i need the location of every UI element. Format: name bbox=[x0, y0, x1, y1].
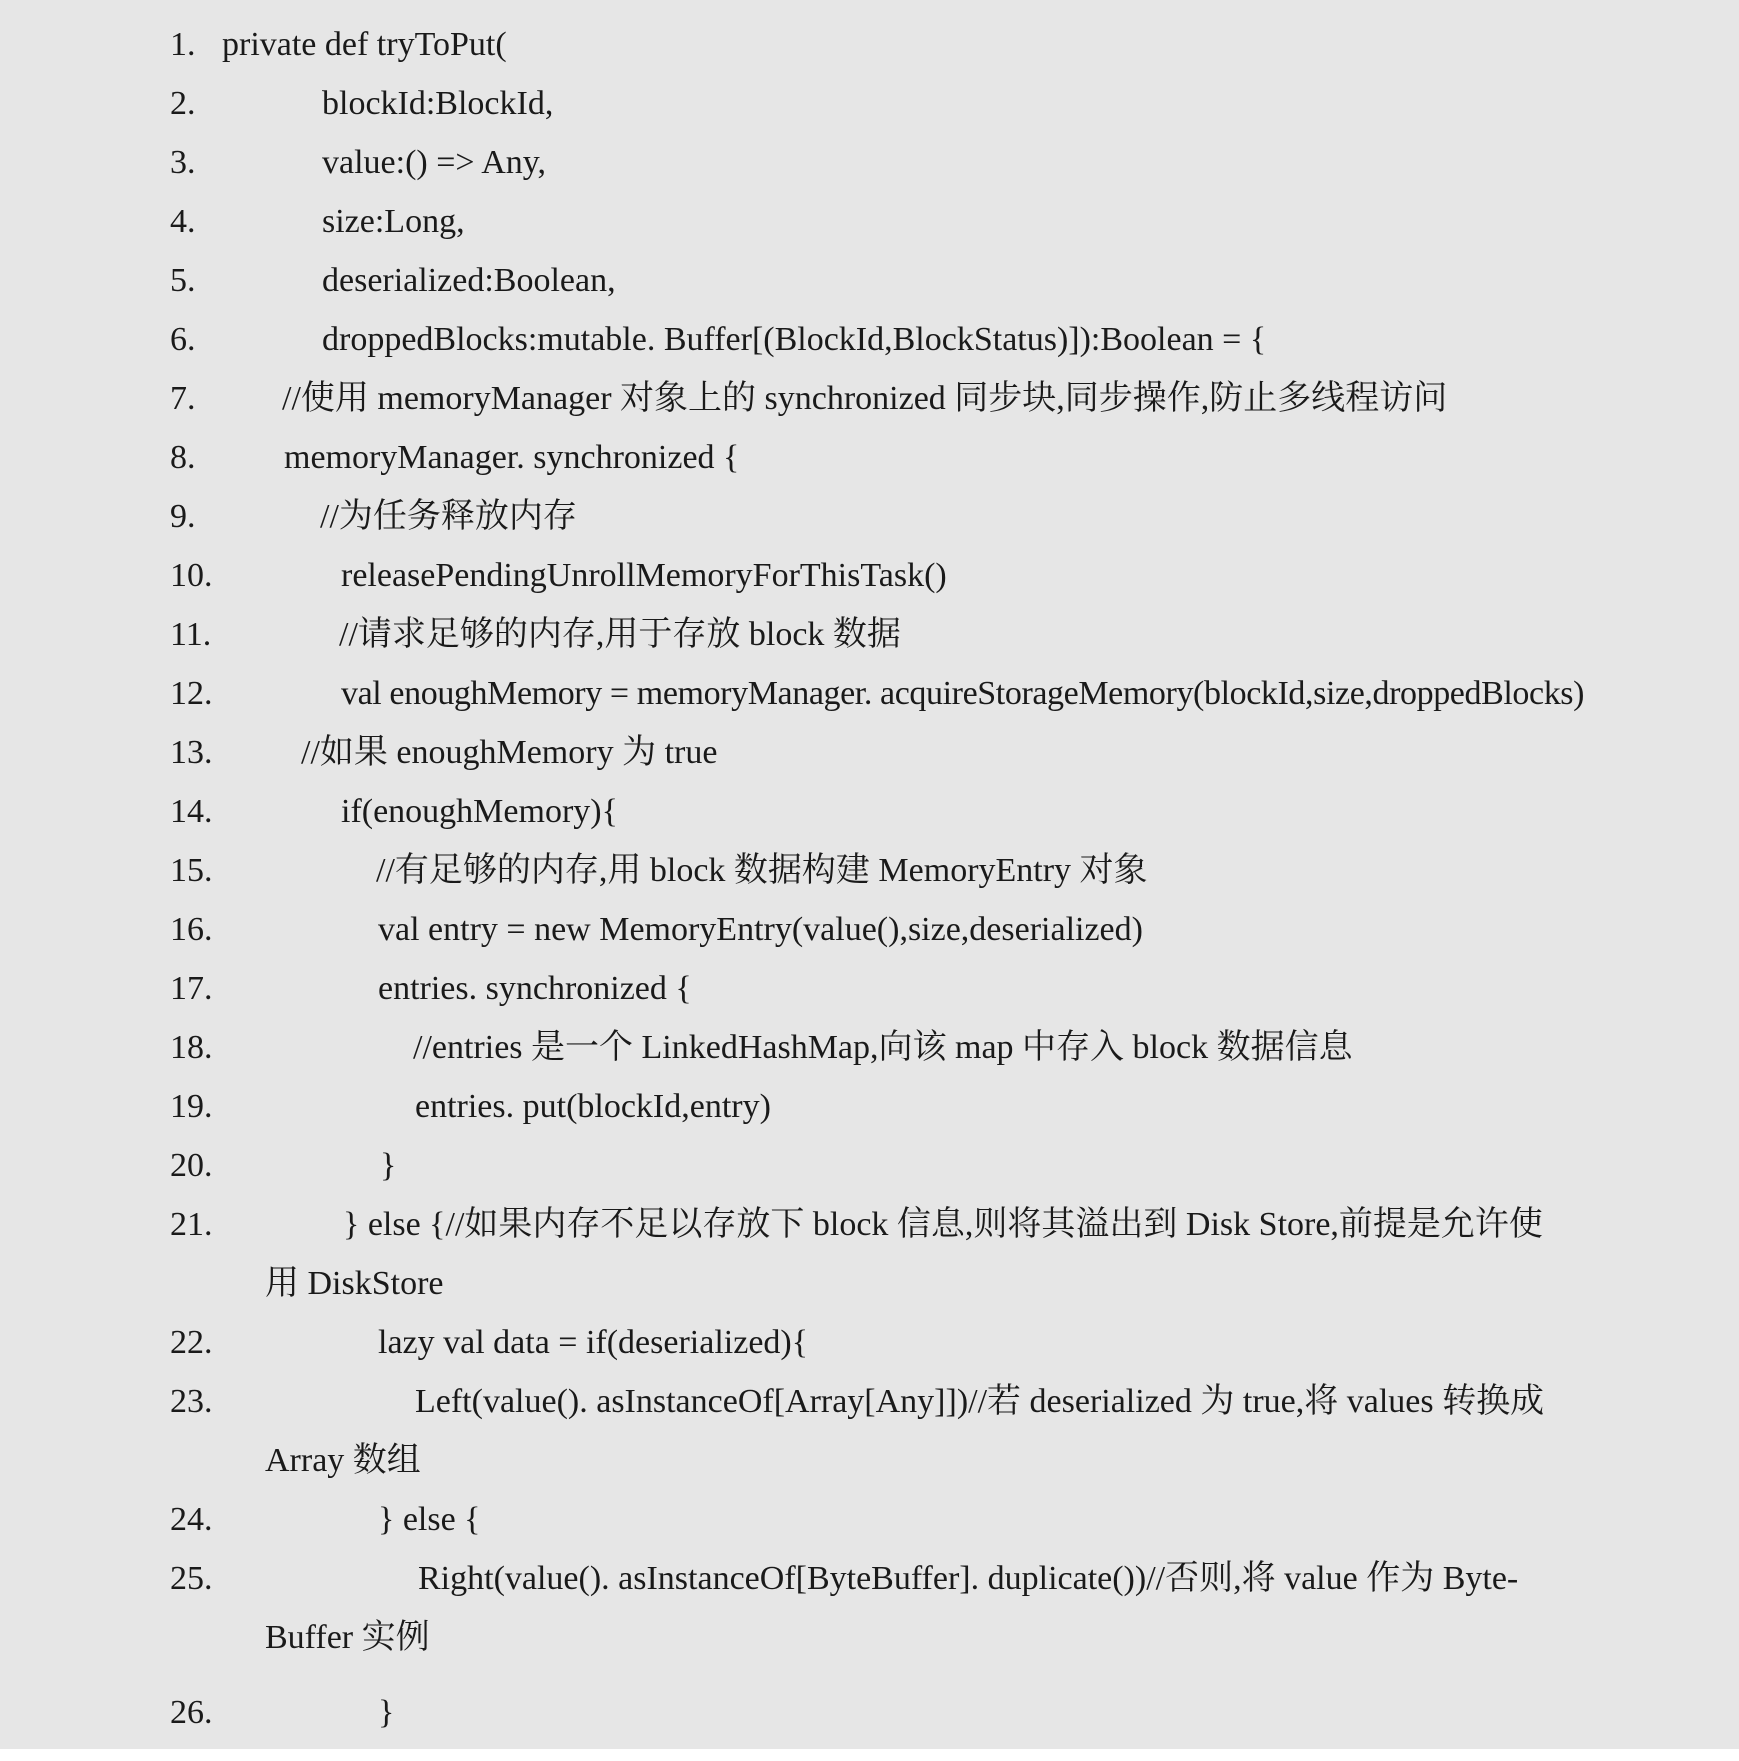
code-text: val enoughMemory = memoryManager. acquireStorageMemory(blockId,size,droppedBlocks) bbox=[341, 675, 1585, 712]
code-line-continuation: Array 数组 bbox=[265, 1442, 421, 1479]
code-comment: //使用 memoryManager 对象上的 synchronized 同步块,同步操作,防止多线程访问 bbox=[282, 380, 1448, 417]
code-line bbox=[0, 1201, 1739, 1249]
line-number: 21. bbox=[170, 1206, 213, 1243]
code-line-continuation: Buffer 实例 bbox=[265, 1619, 430, 1656]
line-number: 3. bbox=[170, 144, 196, 181]
code-line bbox=[0, 1024, 1739, 1072]
code-line bbox=[0, 198, 1739, 246]
code-text: if(enoughMemory){ bbox=[341, 793, 618, 830]
code-text: lazy val data = if(deserialized){ bbox=[378, 1324, 809, 1361]
code-line bbox=[0, 1555, 1739, 1603]
code-text: Right(value(). asInstanceOf[ByteBuffer]. duplicate())//否则,将 value 作为 Byte- bbox=[418, 1560, 1519, 1597]
line-number: 7. bbox=[170, 380, 196, 417]
code-comment: //entries 是一个 LinkedHashMap,向该 map 中存入 block 数据信息 bbox=[413, 1029, 1353, 1066]
code-text: releasePendingUnrollMemoryForThisTask() bbox=[341, 557, 947, 594]
line-number: 17. bbox=[170, 970, 213, 1007]
code-line bbox=[0, 552, 1739, 600]
line-number: 9. bbox=[170, 498, 196, 535]
code-line bbox=[0, 1319, 1739, 1367]
code-line bbox=[0, 670, 1739, 718]
code-text: entries. synchronized { bbox=[378, 970, 692, 1007]
line-number: 10. bbox=[170, 557, 213, 594]
line-number: 18. bbox=[170, 1029, 213, 1066]
code-text: memoryManager. synchronized { bbox=[284, 439, 740, 476]
code-line bbox=[0, 788, 1739, 836]
code-line bbox=[0, 375, 1739, 423]
code-line bbox=[0, 139, 1739, 187]
code-line bbox=[0, 493, 1739, 541]
line-number: 25. bbox=[170, 1560, 213, 1597]
line-number: 26. bbox=[170, 1694, 213, 1731]
code-text: private def tryToPut( bbox=[222, 26, 507, 63]
line-number: 16. bbox=[170, 911, 213, 948]
code-line bbox=[0, 611, 1739, 659]
code-text: size:Long, bbox=[322, 203, 465, 240]
code-line bbox=[0, 1689, 1739, 1737]
code-text: deserialized:Boolean, bbox=[322, 262, 616, 299]
line-number: 8. bbox=[170, 439, 196, 476]
line-number: 2. bbox=[170, 85, 196, 122]
code-comment: //为任务释放内存 bbox=[320, 498, 577, 535]
line-number: 4. bbox=[170, 203, 196, 240]
line-number: 11. bbox=[170, 616, 212, 653]
code-line bbox=[0, 729, 1739, 777]
line-number: 6. bbox=[170, 321, 196, 358]
code-text: blockId:BlockId, bbox=[322, 85, 554, 122]
code-line bbox=[0, 80, 1739, 128]
code-comment: //请求足够的内存,用于存放 block 数据 bbox=[339, 616, 901, 653]
line-number: 23. bbox=[170, 1383, 213, 1420]
code-line bbox=[0, 965, 1739, 1013]
code-line bbox=[0, 1378, 1739, 1426]
code-line bbox=[0, 906, 1739, 954]
code-text: Left(value(). asInstanceOf[Array[Any]])//若 deserialized 为 true,将 values 转换成 bbox=[415, 1383, 1545, 1420]
code-comment: //如果 enoughMemory 为 true bbox=[301, 734, 718, 771]
code-line bbox=[0, 1142, 1739, 1190]
code-text: } else {//如果内存不足以存放下 block 信息,则将其溢出到 Disk Store,前提是允许使 bbox=[343, 1206, 1543, 1243]
code-text: } bbox=[378, 1694, 395, 1731]
code-line bbox=[0, 434, 1739, 482]
line-number: 24. bbox=[170, 1501, 213, 1538]
line-number: 5. bbox=[170, 262, 196, 299]
code-comment: //有足够的内存,用 block 数据构建 MemoryEntry 对象 bbox=[376, 852, 1148, 889]
code-text: entries. put(blockId,entry) bbox=[415, 1088, 771, 1125]
code-text: droppedBlocks:mutable. Buffer[(BlockId,BlockStatus)]):Boolean = { bbox=[322, 321, 1267, 358]
code-line bbox=[0, 257, 1739, 305]
line-number: 20. bbox=[170, 1147, 213, 1184]
line-number: 22. bbox=[170, 1324, 213, 1361]
code-line bbox=[0, 21, 1739, 69]
line-number: 12. bbox=[170, 675, 213, 712]
code-line bbox=[0, 316, 1739, 364]
code-line bbox=[0, 1496, 1739, 1544]
code-text: } bbox=[380, 1147, 397, 1184]
line-number: 13. bbox=[170, 734, 213, 771]
code-text: val entry = new MemoryEntry(value(),size,deserialized) bbox=[378, 911, 1143, 948]
code-line bbox=[0, 1083, 1739, 1131]
line-number: 14. bbox=[170, 793, 213, 830]
line-number: 1. bbox=[170, 26, 196, 63]
line-number: 15. bbox=[170, 852, 213, 889]
code-line-continuation: 用 DiskStore bbox=[265, 1265, 444, 1302]
code-text: } else { bbox=[378, 1501, 481, 1538]
line-number: 19. bbox=[170, 1088, 213, 1125]
code-text: value:() => Any, bbox=[322, 144, 547, 181]
code-line bbox=[0, 847, 1739, 895]
